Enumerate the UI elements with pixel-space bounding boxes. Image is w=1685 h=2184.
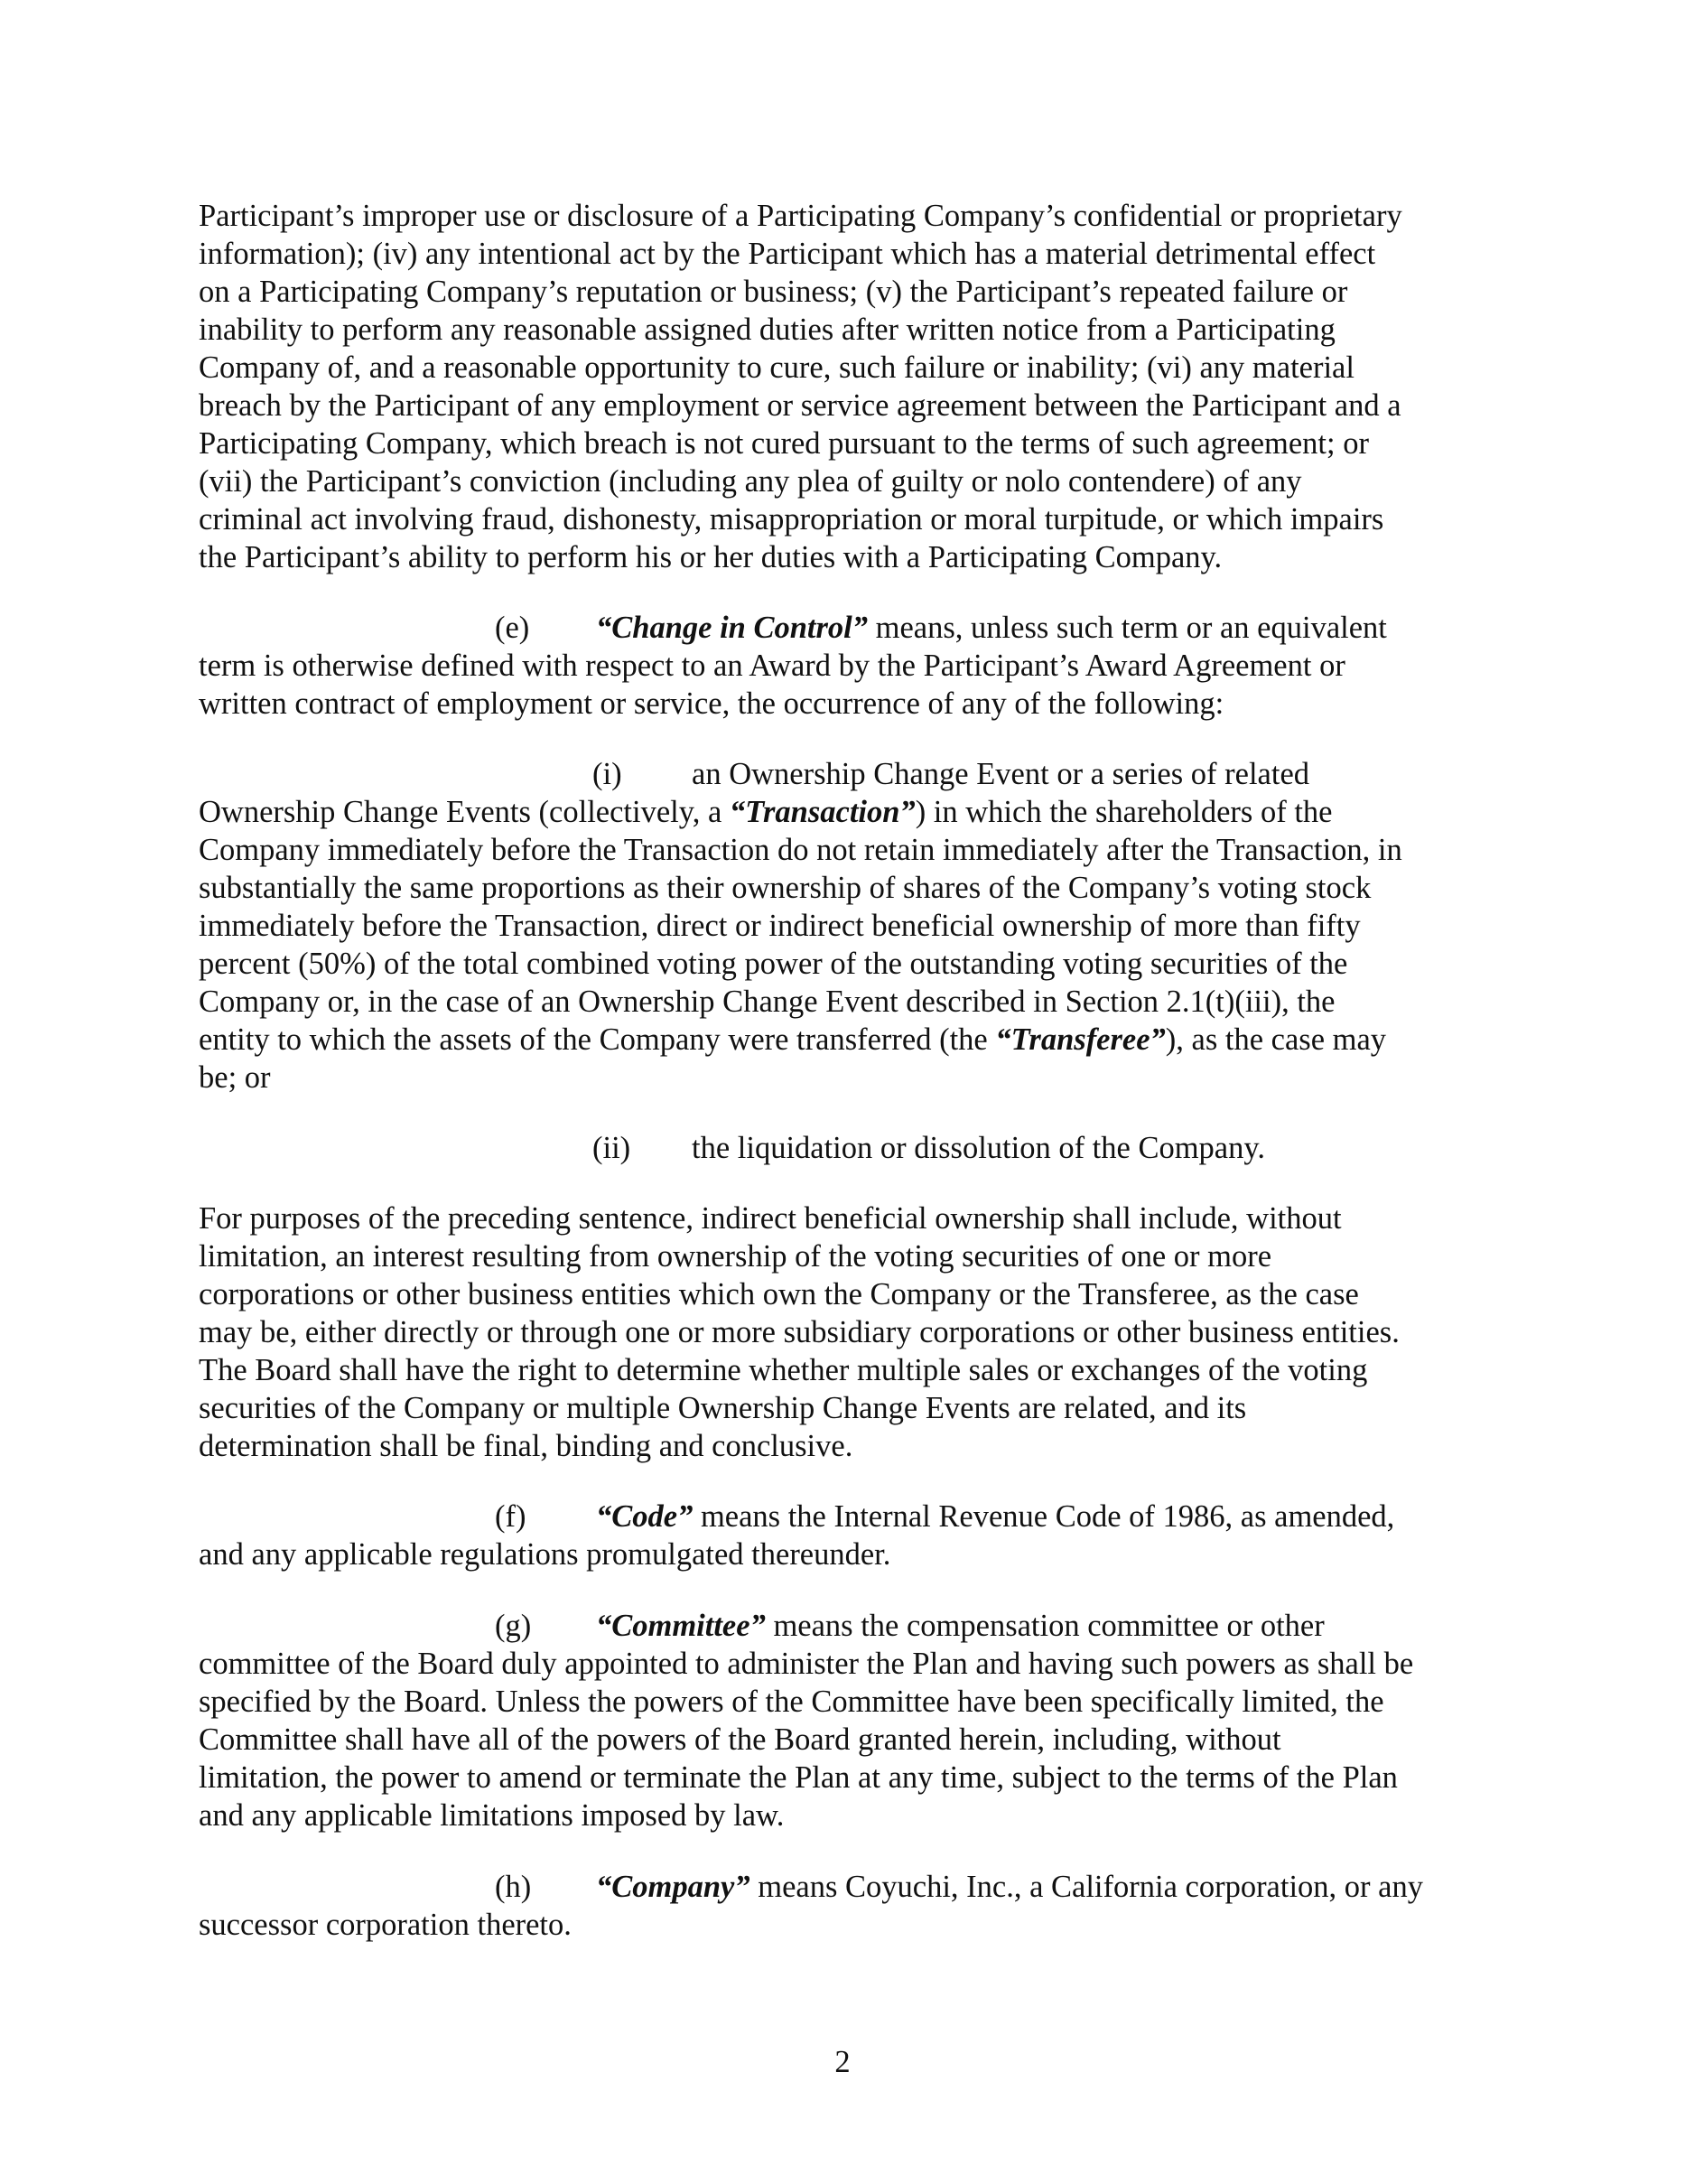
defined-term: “Committee” [596, 1609, 766, 1643]
text-line: criminal act involving fraud, dishonesty, misappropriation or moral turpitude, or which impairs [199, 502, 1384, 537]
subsection-number: (ii) [592, 1131, 631, 1165]
definition-text: means Coyuchi, Inc., a California corporation, or any [749, 1870, 1423, 1904]
defined-term: “Code” [596, 1499, 694, 1534]
text-line: on a Participating Company’s reputation or business; (v) the Participant’s repeated failure or [199, 275, 1348, 309]
text-line: the liquidation or dissolution of the Company. [692, 1131, 1265, 1165]
definition-first-line [596, 1868, 1423, 1906]
text-line: immediately before the Transaction, direct or indirect beneficial ownership of more than fifty [199, 909, 1361, 943]
text-line: the Participant’s ability to perform his or her duties with a Participating Company. [199, 540, 1223, 574]
text-line: information); (iv) any intentional act by the Participant which has a material detrimental effect [199, 237, 1376, 271]
definition-text: means, unless such term or an equivalent [868, 611, 1387, 645]
text-line: written contract of employment or service, the occurrence of any of the following: [199, 686, 1224, 721]
text-line: substantially the same proportions as their ownership of shares of the Company’s voting stock [199, 871, 1372, 905]
text-line: determination shall be final, binding and conclusive. [199, 1429, 853, 1463]
text-line: Participating Company, which breach is not cured pursuant to the terms of such agreement; or [199, 426, 1369, 461]
text-line: successor corporation thereto. [199, 1908, 572, 1942]
text-line: For purposes of the preceding sentence, indirect beneficial ownership shall include, without [199, 1201, 1342, 1236]
text-line: percent (50%) of the total combined voting power of the outstanding voting securities of the [199, 947, 1348, 981]
text-line: Company immediately before the Transaction do not retain immediately after the Transaction, in [199, 833, 1402, 867]
section-number: (f) [495, 1499, 526, 1534]
defined-term: “Company” [596, 1870, 750, 1904]
text-line: (vii) the Participant’s conviction (including any plea of guilty or nolo contendere) of any [199, 464, 1302, 499]
text-line: specified by the Board. Unless the powers of the Committee have been specifically limited, the [199, 1685, 1384, 1719]
page-number: 2 [834, 2045, 851, 2079]
text-line: inability to perform any reasonable assigned duties after written notice from a Participating [199, 313, 1336, 347]
text-span: ) in which the shareholders of the [915, 795, 1333, 829]
text-line: securities of the Company or multiple Ownership Change Events are related, and its [199, 1391, 1247, 1425]
text-line: limitation, the power to amend or terminate the Plan at any time, subject to the terms of the Plan [199, 1760, 1398, 1795]
text-line: The Board shall have the right to determine whether multiple sales or exchanges of the voting [199, 1353, 1368, 1387]
subsection-number: (i) [592, 757, 622, 791]
text-span: Ownership Change Events (collectively, a [199, 795, 730, 829]
defined-term: “Change in Control” [596, 611, 869, 645]
text-line: and any applicable regulations promulgated thereunder. [199, 1537, 891, 1572]
text-span: ), as the case may [1165, 1022, 1387, 1057]
text-line: and any applicable limitations imposed by law. [199, 1798, 785, 1833]
text-line: limitation, an interest resulting from ownership of the voting securities of one or more [199, 1239, 1272, 1274]
definition-first-line [596, 1607, 1325, 1645]
text-line: Company of, and a reasonable opportunity to cure, such failure or inability; (vi) any material [199, 350, 1355, 385]
text-line: breach by the Participant of any employment or service agreement between the Participant and a [199, 388, 1401, 423]
text-span: entity to which the assets of the Company were transferred (the [199, 1022, 996, 1057]
definition-first-line [596, 609, 1387, 647]
definition-text: means the compensation committee or other [765, 1609, 1325, 1643]
defined-term: “Transaction” [729, 795, 916, 829]
text-line: Committee shall have all of the powers of the Board granted herein, including, without [199, 1722, 1281, 1757]
definition-text: means the Internal Revenue Code of 1986, as amended, [693, 1499, 1395, 1534]
text-line: Participant’s improper use or disclosure of a Participating Company’s confidential or proprietary [199, 199, 1402, 233]
text-line: committee of the Board duly appointed to administer the Plan and having such powers as shall be [199, 1647, 1414, 1681]
text-line [199, 793, 1332, 831]
definition-first-line [596, 1498, 1394, 1535]
text-line: be; or [199, 1060, 271, 1095]
section-number: (h) [495, 1870, 532, 1904]
text-line [199, 1021, 1386, 1059]
text-line: corporations or other business entities which own the Company or the Transferee, as the case [199, 1277, 1359, 1311]
text-line: an Ownership Change Event or a series of related [692, 757, 1310, 791]
text-line: Company or, in the case of an Ownership Change Event described in Section 2.1(t)(iii), the [199, 985, 1336, 1019]
section-number: (e) [495, 611, 530, 645]
defined-term: “Transferee” [995, 1022, 1166, 1057]
text-line: may be, either directly or through one or more subsidiary corporations or other business entities. [199, 1315, 1400, 1349]
text-line: term is otherwise defined with respect to an Award by the Participant’s Award Agreement or [199, 649, 1345, 683]
section-number: (g) [495, 1609, 532, 1643]
